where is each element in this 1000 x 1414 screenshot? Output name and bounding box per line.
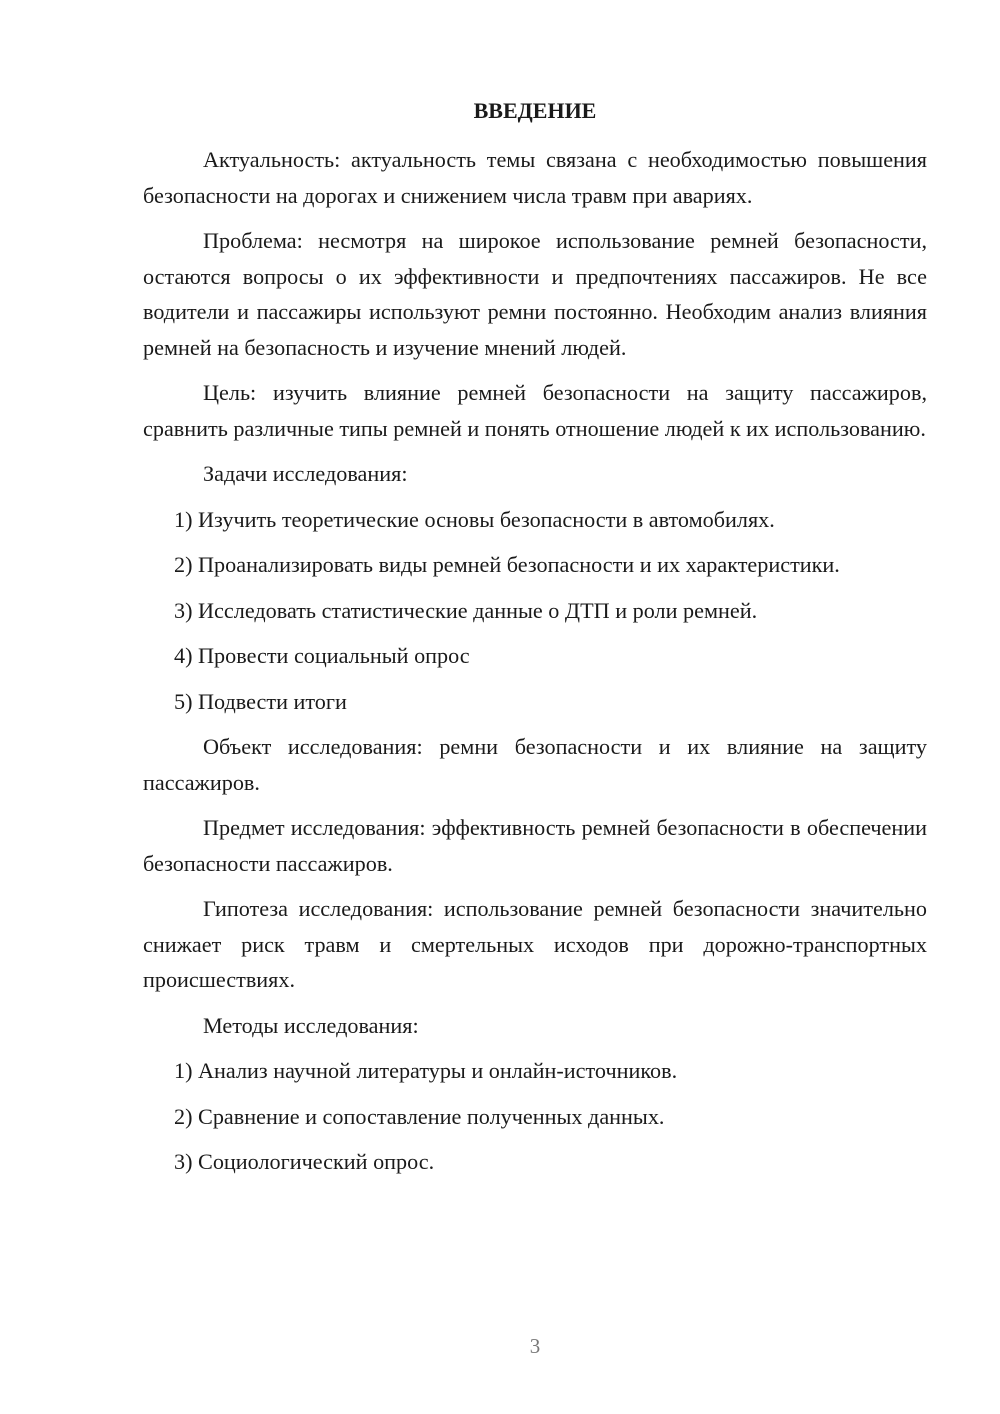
section-title: ВВЕДЕНИЕ — [473, 98, 597, 123]
methods-list — [143, 1053, 927, 1180]
list-item: 5) Подвести итоги — [174, 688, 347, 714]
list-item: 4) Провести социальный опрос — [174, 643, 470, 668]
problem-paragraph: Проблема: несмотря на широкое использование ремней безопасности, остаются вопросы о их эффективности и предпочтениях пассажиров. Не все водители и пассажиры используют ремни постоянно. Необходим анализ влияния ремней на безопасность и изучение мнений людей. — [143, 228, 927, 360]
list-item: 3) Социологический опрос. — [174, 1149, 435, 1174]
list-item: 2) Проанализировать виды ремней безопасности и их характеристики. — [174, 552, 840, 577]
list-item: 1) Изучить теоретические основы безопасности в автомобилях. — [174, 506, 775, 532]
relevance-paragraph: Актуальность: актуальность темы связана с необходимостью повышения безопасности на дорогах и снижением числа травм при авариях. — [143, 147, 927, 208]
goal-paragraph: Цель: изучить влияние ремней безопасности на защиту пассажиров, сравнить различные типы ремней и понять отношение людей к их использованию. — [143, 380, 927, 441]
tasks-heading: Задачи исследования: — [203, 461, 408, 486]
body-text — [143, 142, 927, 1190]
subject-paragraph: Предмет исследования: эффективность ремней безопасности в обеспечении безопасности пассажиров. — [143, 815, 927, 876]
list-item: 2) Сравнение и сопоставление полученных данных. — [174, 1103, 665, 1129]
list-item: 1) Анализ научной литературы и онлайн-источников. — [174, 1058, 678, 1083]
methods-heading: Методы исследования: — [203, 1012, 419, 1038]
hypothesis-paragraph: Гипотеза исследования: использование ремней безопасности значительно снижает риск травм и смертельных исходов при дорожно-транспортных происшествиях. — [143, 896, 927, 992]
list-item: 3) Исследовать статистические данные о ДТП и роли ремней. — [174, 597, 758, 623]
page-number: 3 — [529, 1334, 541, 1358]
tasks-list — [143, 502, 927, 720]
object-paragraph: Объект исследования: ремни безопасности и их влияние на защиту пассажиров. — [143, 734, 927, 795]
